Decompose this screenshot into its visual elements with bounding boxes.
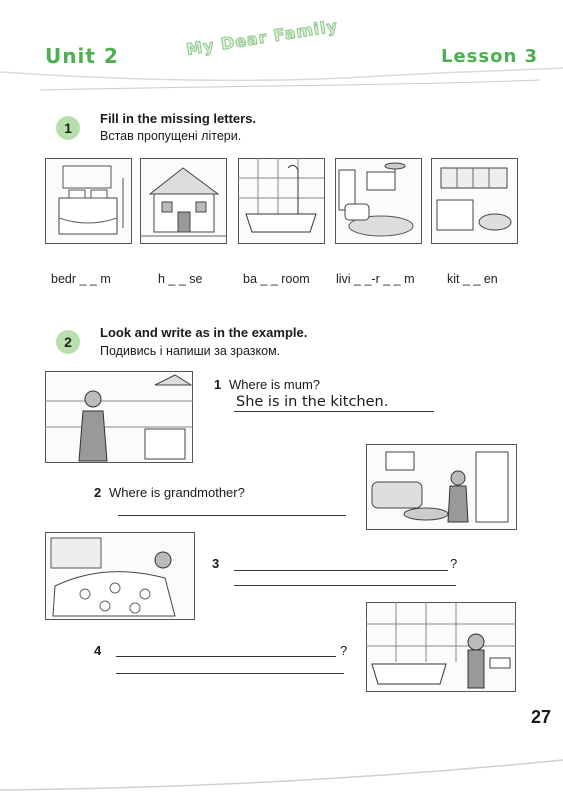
exercise-2-instruction-ua: Подивись і напиши за зразком. — [100, 344, 281, 358]
bathroom-child-picture — [366, 602, 516, 692]
bathroom-picture — [238, 158, 325, 244]
item-2-number: 2 — [94, 485, 102, 500]
word-bedroom: bedr _ _ m — [51, 272, 111, 286]
grandmother-living-room-picture — [366, 444, 517, 530]
house-picture — [140, 158, 227, 244]
unit-title: My Dear Family — [185, 16, 340, 60]
word-kitchen: kit _ _ en — [447, 272, 498, 286]
item-3-question-line[interactable] — [234, 570, 448, 571]
item-2-answer-line[interactable] — [118, 515, 346, 516]
item-4-question-mark: ? — [340, 643, 348, 658]
living-room-picture — [335, 158, 422, 244]
item-1-answer-line — [234, 411, 434, 412]
item-1-number: 1 — [214, 377, 222, 392]
item-1-question: Where is mum? — [229, 377, 321, 392]
unit-label: Unit 2 — [45, 44, 119, 68]
bedroom-picture — [45, 158, 132, 244]
item-3-answer-line[interactable] — [234, 585, 456, 586]
footer-decoration — [0, 680, 563, 800]
word-house: h _ _ se — [158, 272, 203, 286]
page-number: 27 — [531, 707, 552, 727]
item-1-answer: She is in the kitchen. — [236, 394, 389, 410]
exercise-2-instruction: Look and write as in the example. — [100, 325, 308, 340]
exercise-1-instruction-ua: Встав пропущені літери. — [100, 129, 242, 143]
bedroom-child-picture — [45, 532, 195, 620]
item-4-question-line[interactable] — [116, 656, 336, 657]
mum-kitchen-picture — [45, 371, 193, 463]
item-4-answer-line[interactable] — [116, 673, 344, 674]
item-3-question-mark: ? — [450, 556, 458, 571]
kitchen-picture — [431, 158, 518, 244]
exercise-1-badge: 1 — [56, 116, 80, 140]
exercise-1-instruction: Fill in the missing letters. — [100, 111, 257, 126]
exercise-2-badge: 2 — [56, 330, 80, 354]
item-4-number: 4 — [94, 643, 102, 658]
word-bathroom: ba _ _ room — [243, 272, 310, 286]
lesson-label: Lesson 3 — [441, 46, 539, 67]
item-3-number: 3 — [212, 556, 220, 571]
word-living-room: livi _ _-r _ _ m — [336, 272, 415, 286]
item-2-question: Where is grandmother? — [109, 485, 245, 500]
